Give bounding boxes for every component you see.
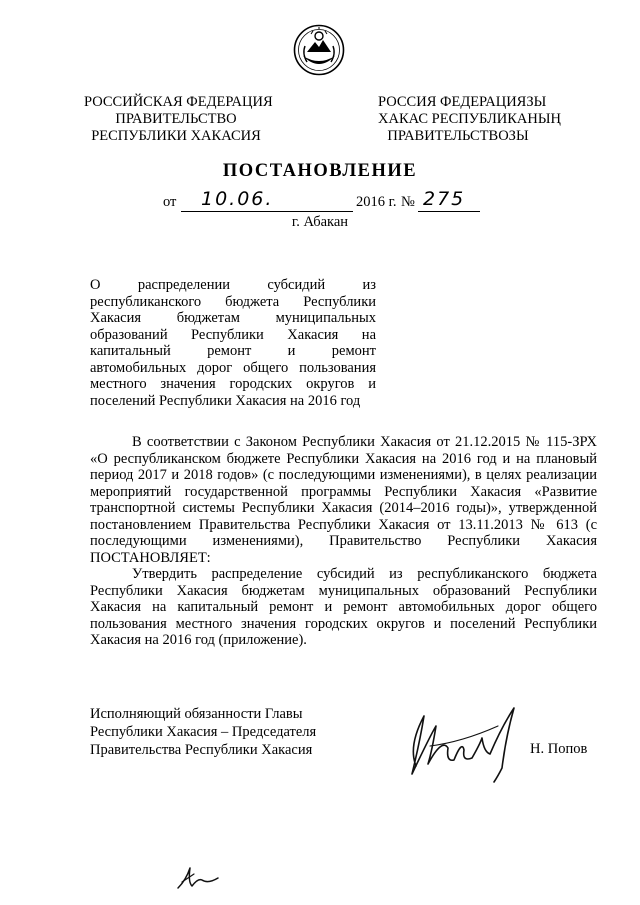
number-sign: № xyxy=(401,194,415,210)
document-body xyxy=(90,434,597,649)
header-left-line: РЕСПУБЛИКИ ХАКАСИЯ xyxy=(91,128,261,144)
header-russian xyxy=(84,94,273,145)
header-khakas xyxy=(378,94,561,145)
document-subject: О распределении субсидий из республиканского бюджета Республики Хакасия бюджетам муниципальных образований Республики Хакасия на капитальный ремонт и ремонт автомобильных дорог общего пользования местного значения городских округов и поселений Республики Хакасия на 2016 год xyxy=(90,277,376,409)
body-paragraph: В соответствии с Законом Республики Хакасия от 21.12.2015 № 115-ЗРХ «О республиканском бюджете Республики Хакасия на 2016 год и на плановый период 2017 и 2018 годов» (с последующими изменениями), в целях реализации мероприятий государственной программы Республики Хакасия «Развитие транспортной системы Республики Хакасия (2014–2016 годы)», утвержденной постановлением Правительства Республики Хакасия от 13.11.2013 № 613 (с последующими изменениями), Правительство Республики Хакасия ПОСТАНОВЛЯЕТ: xyxy=(90,434,597,566)
header-left-line: РОССИЙСКАЯ ФЕДЕРАЦИЯ xyxy=(84,94,273,110)
header-right-line: ХАКАС РЕСПУБЛИКАНЫҢ xyxy=(378,111,561,127)
signer-title xyxy=(90,705,316,759)
document-title: ПОСТАНОВЛЕНИЕ xyxy=(222,161,418,181)
signer-title-line: Исполняющий обязанности Главы xyxy=(90,706,303,722)
date-prefix: от xyxy=(163,194,177,210)
handwritten-signature xyxy=(402,696,532,786)
header-right-line: ПРАВИТЕЛЬСТВОЗЫ xyxy=(387,128,529,144)
coat-of-arms-emblem xyxy=(293,24,345,76)
handwritten-date: 10.06. xyxy=(201,188,274,210)
signer-name: Н. Попов xyxy=(530,741,588,757)
header-right-line: РОССИЯ ФЕДЕРАЦИЯЗЫ xyxy=(378,94,547,110)
city-label: г. Абакан xyxy=(291,214,349,230)
signer-title-line: Правительства Республики Хакасия xyxy=(90,742,313,758)
date-underline xyxy=(181,211,353,212)
handwritten-number: 275 xyxy=(423,188,466,210)
year-label: 2016 г. xyxy=(356,194,397,210)
number-underline xyxy=(418,211,480,212)
body-paragraph: Утвердить распределение субсидий из республиканского бюджета Республики Хакасия бюджетам муниципальных образований Республики Хакасия на капитальный ремонт и ремонт автомобильных дорог общего пользования местного значения городских округов и поселений Республики Хакасия на 2016 год (приложение). xyxy=(90,566,597,648)
signer-title-line: Республики Хакасия – Председателя xyxy=(90,724,317,740)
handwritten-initial-mark xyxy=(174,858,222,894)
header-left-line: ПРАВИТЕЛЬСТВО xyxy=(115,111,237,127)
